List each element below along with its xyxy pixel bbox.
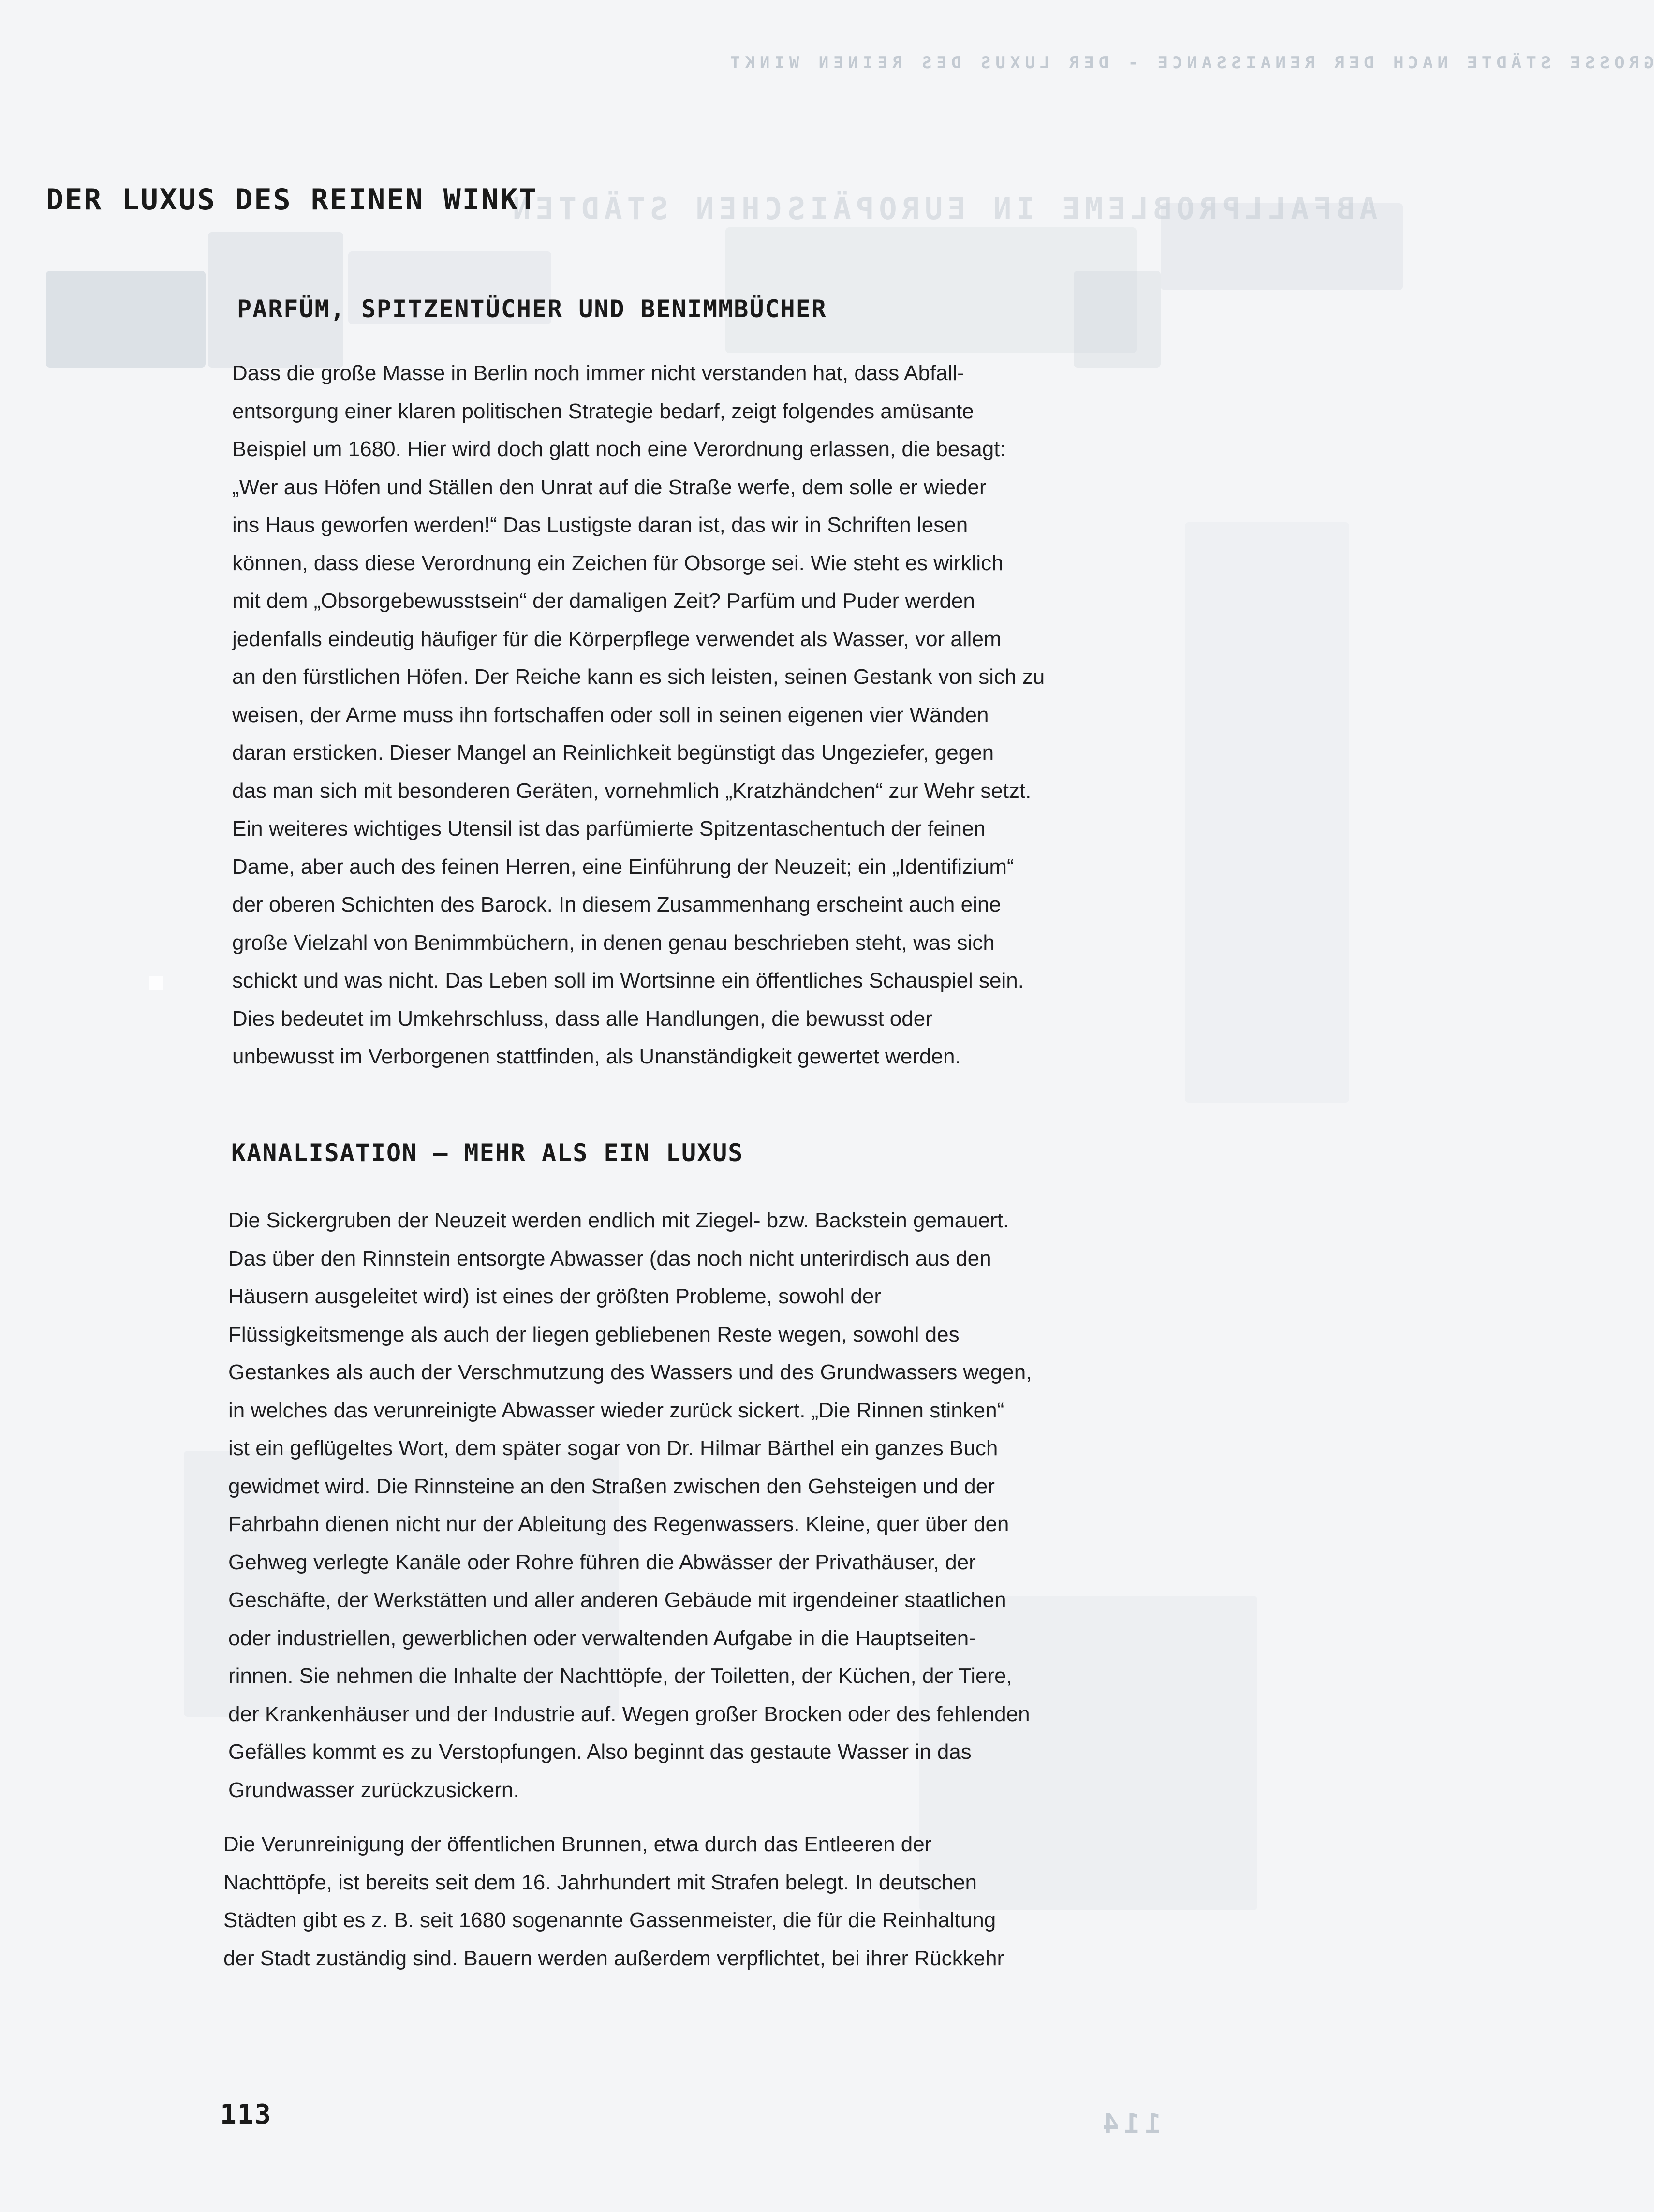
text-line: Flüssigkeitsmenge als auch der liegen gebliebenen Reste wegen, sowohl des <box>228 1322 960 1346</box>
text-line: schickt und was nicht. Das Leben soll im Wortsinne ein öffentliches Schauspiel sein. <box>232 969 1024 992</box>
text-line: Städten gibt es z. B. seit 1680 sogenannte Gassenmeister, die für die Reinhaltung <box>223 1908 996 1932</box>
text-line: der Krankenhäuser und der Industrie auf. Wegen großer Brocken oder des fehlenden <box>228 1702 1030 1726</box>
text-line: Das über den Rinnstein entsorgte Abwasser (das noch nicht unterirdisch aus den <box>228 1246 991 1270</box>
text-line: oder industriellen, gewerblichen oder verwaltenden Aufgabe in die Hauptseiten- <box>228 1626 976 1650</box>
text-line: können, dass diese Verordnung ein Zeichen für Obsorge sei. Wie steht es wirklich <box>232 551 1004 575</box>
text-line: Dies bedeutet im Umkehrschluss, dass alle Handlungen, die bewusst oder <box>232 1006 932 1031</box>
text-line: „Wer aus Höfen und Ställen den Unrat auf die Straße werfe, dem solle er wieder <box>232 475 987 499</box>
text-line: ins Haus geworfen werden!“ Das Lustigste daran ist, das wir in Schriften lesen <box>232 513 968 537</box>
text-line: Gefälles kommt es zu Verstopfungen. Also beginnt das gestaute Wasser in das <box>228 1740 972 1764</box>
text-line: an den fürstlichen Höfen. Der Reiche kann es sich leisten, seinen Gestank von sich zu <box>232 665 1045 689</box>
section-heading-kanalisation: KANALISATION – MEHR ALS EIN LUXUS <box>231 1139 744 1167</box>
text-line: mit dem „Obsorgebewusstsein“ der damaligen Zeit? Parfüm und Puder werden <box>232 589 975 613</box>
text-line: ist ein geflügeltes Wort, dem später sogar von Dr. Hilmar Bärthel ein ganzes Buch <box>228 1436 998 1460</box>
text-line: Häusern ausgeleitet wird) ist eines der größten Probleme, sowohl der <box>228 1284 881 1308</box>
page-number: 113 <box>220 2099 272 2130</box>
text-line: in welches das verunreinigte Abwasser wieder zurück sickert. „Die Rinnen stinken“ <box>228 1398 1004 1422</box>
text-line: Beispiel um 1680. Hier wird doch glatt noch eine Verordnung erlassen, die besagt: <box>232 437 1006 461</box>
text-line: unbewusst im Verborgenen stattfinden, als Unanständigkeit gewertet werden. <box>232 1045 961 1068</box>
text-line: gewidmet wird. Die Rinnsteine an den Straßen zwischen den Gehsteigen und der <box>228 1474 995 1498</box>
text-line: entsorgung einer klaren politischen Strategie bedarf, zeigt folgendes amüsante <box>232 399 974 423</box>
body-paragraph <box>232 354 1166 1076</box>
text-line: jedenfalls eindeutig häufiger für die Körperpflege verwendet als Wasser, vor allem <box>232 627 1002 651</box>
text-line: Ein weiteres wichtiges Utensil ist das parfümierte Spitzentaschentuch der feinen <box>232 817 986 841</box>
text-line: rinnen. Sie nehmen die Inhalte der Nachttöpfe, der Toiletten, der Küchen, der Tiere, <box>228 1664 1012 1688</box>
text-line: Grundwasser zurückzusickern. <box>228 1778 519 1802</box>
text-line: der Stadt zuständig sind. Bauern werden außerdem verpflichtet, bei ihrer Rückkehr <box>223 1946 1004 1970</box>
text-line: große Vielzahl von Benimmbüchern, in denen genau beschrieben steht, was sich <box>232 930 995 955</box>
body-paragraph <box>228 1202 1162 1809</box>
text-line: weisen, der Arme muss ihn fortschaffen oder soll in seinen eigenen vier Wänden <box>232 703 989 727</box>
text-line: Nachttöpfe, ist bereits seit dem 16. Jahrhundert mit Strafen belegt. In deutschen <box>223 1870 977 1894</box>
text-line: Fahrbahn dienen nicht nur der Ableitung des Regenwassers. Kleine, quer über den <box>228 1512 1009 1536</box>
text-line: der oberen Schichten des Barock. In diesem Zusammenhang erscheint auch eine <box>232 893 1001 916</box>
paper-speck <box>149 976 163 990</box>
text-line: Dame, aber auch des feinen Herren, eine Einführung der Neuzeit; ein „Identifizium“ <box>232 855 1014 879</box>
bleed-through-layer: GROSSE STÄDTE NACH DER RENAISSANCE - DER LUXUS DES REINEN WINKT ABFALLPROBLEME IN EUROPÄISCHEN STÄDTEN 114 <box>0 0 1493 2212</box>
text-line: Geschäfte, der Werkstätten und aller anderen Gebäude mit irgendeiner staatlichen <box>228 1588 1006 1612</box>
text-line: Gestankes als auch der Verschmutzung des Wassers und des Grundwassers wegen, <box>228 1360 1032 1384</box>
body-paragraph <box>223 1826 1157 1977</box>
running-header: DER LUXUS DES REINEN WINKT <box>46 183 538 217</box>
text-line: daran ersticken. Dieser Mangel an Reinlichkeit begünstigt das Ungeziefer, gegen <box>232 741 994 765</box>
text-line: Dass die große Masse in Berlin noch immer nicht verstanden hat, dass Abfall- <box>232 361 964 385</box>
text-line: Die Verunreinigung der öffentlichen Brunnen, etwa durch das Entleeren der <box>223 1832 932 1856</box>
text-line: Gehweg verlegte Kanäle oder Rohre führen die Abwässer der Privathäuser, der <box>228 1550 976 1574</box>
text-line: Die Sickergruben der Neuzeit werden endlich mit Ziegel- bzw. Backstein gemauert. <box>228 1209 1009 1232</box>
section-heading-parfuem: PARFÜM, SPITZENTÜCHER UND BENIMMBÜCHER <box>237 295 827 323</box>
text-line: das man sich mit besonderen Geräten, vornehmlich „Kratzhändchen“ zur Wehr setzt. <box>232 779 1032 803</box>
